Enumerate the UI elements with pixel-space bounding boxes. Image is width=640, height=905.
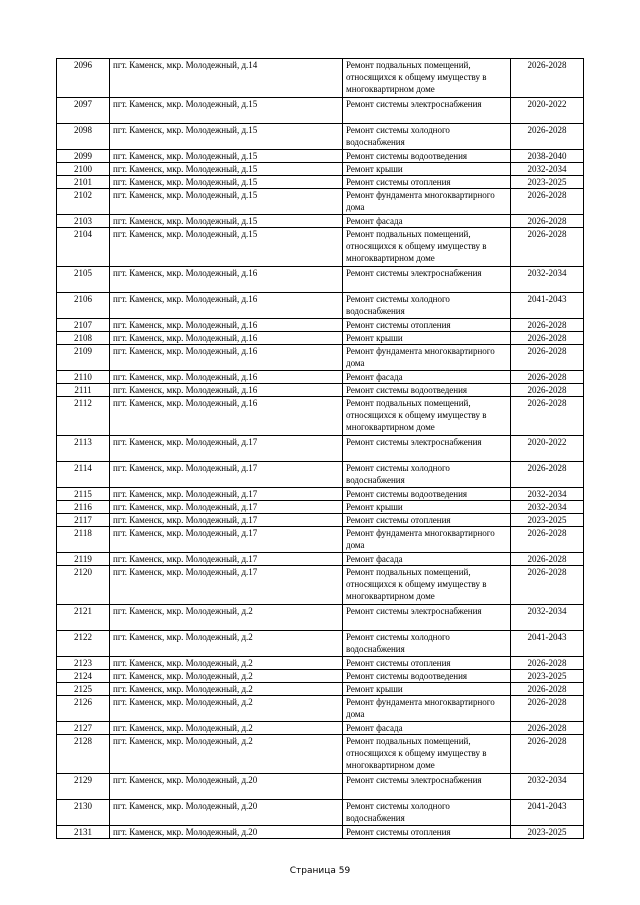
- address-cell: пгт. Каменск, мкр. Молодежный, д.16: [110, 371, 343, 384]
- work-type-cell: Ремонт фасада: [343, 215, 511, 228]
- table-row: [57, 163, 584, 176]
- work-type-cell: Ремонт системы водоотведения: [343, 384, 511, 397]
- address-cell: пгт. Каменск, мкр. Молодежный, д.16: [110, 397, 343, 436]
- period-cell: 2023-2025: [511, 514, 584, 527]
- work-type-cell: Ремонт фундамента многоквартирного дома: [343, 189, 511, 215]
- period-cell: 2026-2028: [511, 553, 584, 566]
- address-cell: пгт. Каменск, мкр. Молодежный, д.17: [110, 488, 343, 501]
- row-number-cell: 2116: [57, 501, 110, 514]
- period-cell: 2026-2028: [511, 397, 584, 436]
- period-cell: 2026-2028: [511, 124, 584, 150]
- period-cell: 2026-2028: [511, 332, 584, 345]
- work-type-cell: Ремонт системы электроснабжения: [343, 774, 511, 800]
- period-cell: 2026-2028: [511, 462, 584, 488]
- address-cell: пгт. Каменск, мкр. Молодежный, д.15: [110, 176, 343, 189]
- period-cell: 2023-2025: [511, 176, 584, 189]
- row-number-cell: 2106: [57, 293, 110, 319]
- period-cell: 2026-2028: [511, 683, 584, 696]
- period-cell: 2032-2034: [511, 774, 584, 800]
- row-number-cell: 2130: [57, 800, 110, 826]
- address-cell: пгт. Каменск, мкр. Молодежный, д.16: [110, 332, 343, 345]
- work-type-cell: Ремонт системы электроснабжения: [343, 267, 511, 293]
- period-cell: 2032-2034: [511, 501, 584, 514]
- work-type-cell: Ремонт крыши: [343, 163, 511, 176]
- period-cell: 2026-2028: [511, 228, 584, 267]
- row-number-cell: 2125: [57, 683, 110, 696]
- table-row: [57, 267, 584, 293]
- period-cell: 2026-2028: [511, 345, 584, 371]
- repair-schedule-table: [56, 58, 584, 839]
- address-cell: пгт. Каменск, мкр. Молодежный, д.2: [110, 670, 343, 683]
- address-cell: пгт. Каменск, мкр. Молодежный, д.15: [110, 228, 343, 267]
- table-body: [57, 59, 584, 839]
- address-cell: пгт. Каменск, мкр. Молодежный, д.2: [110, 657, 343, 670]
- table-row: [57, 657, 584, 670]
- work-type-cell: Ремонт фасада: [343, 371, 511, 384]
- work-type-cell: Ремонт крыши: [343, 332, 511, 345]
- table-row: [57, 215, 584, 228]
- row-number-cell: 2100: [57, 163, 110, 176]
- work-type-cell: Ремонт крыши: [343, 683, 511, 696]
- row-number-cell: 2115: [57, 488, 110, 501]
- table-row: [57, 98, 584, 124]
- address-cell: пгт. Каменск, мкр. Молодежный, д.2: [110, 631, 343, 657]
- address-cell: пгт. Каменск, мкр. Молодежный, д.16: [110, 384, 343, 397]
- period-cell: 2026-2028: [511, 319, 584, 332]
- row-number-cell: 2110: [57, 371, 110, 384]
- address-cell: пгт. Каменск, мкр. Молодежный, д.2: [110, 605, 343, 631]
- table-row: [57, 59, 584, 98]
- row-number-cell: 2104: [57, 228, 110, 267]
- address-cell: пгт. Каменск, мкр. Молодежный, д.16: [110, 293, 343, 319]
- period-cell: 2032-2034: [511, 267, 584, 293]
- table-row: [57, 384, 584, 397]
- row-number-cell: 2129: [57, 774, 110, 800]
- row-number-cell: 2131: [57, 826, 110, 839]
- work-type-cell: Ремонт подвальных помещений, относящихся к общему имуществу в многоквартирном доме: [343, 566, 511, 605]
- address-cell: пгт. Каменск, мкр. Молодежный, д.15: [110, 124, 343, 150]
- row-number-cell: 2122: [57, 631, 110, 657]
- work-type-cell: Ремонт системы водоотведения: [343, 150, 511, 163]
- address-cell: пгт. Каменск, мкр. Молодежный, д.2: [110, 722, 343, 735]
- row-number-cell: 2099: [57, 150, 110, 163]
- row-number-cell: 2111: [57, 384, 110, 397]
- row-number-cell: 2126: [57, 696, 110, 722]
- address-cell: пгт. Каменск, мкр. Молодежный, д.2: [110, 683, 343, 696]
- period-cell: 2026-2028: [511, 59, 584, 98]
- work-type-cell: Ремонт системы водоотведения: [343, 488, 511, 501]
- work-type-cell: Ремонт системы холодного водоснабжения: [343, 631, 511, 657]
- period-cell: 2026-2028: [511, 566, 584, 605]
- row-number-cell: 2102: [57, 189, 110, 215]
- address-cell: пгт. Каменск, мкр. Молодежный, д.20: [110, 826, 343, 839]
- row-number-cell: 2098: [57, 124, 110, 150]
- address-cell: пгт. Каменск, мкр. Молодежный, д.14: [110, 59, 343, 98]
- period-cell: 2032-2034: [511, 488, 584, 501]
- address-cell: пгт. Каменск, мкр. Молодежный, д.17: [110, 527, 343, 553]
- period-cell: 2026-2028: [511, 657, 584, 670]
- row-number-cell: 2123: [57, 657, 110, 670]
- period-cell: 2041-2043: [511, 631, 584, 657]
- address-cell: пгт. Каменск, мкр. Молодежный, д.17: [110, 462, 343, 488]
- work-type-cell: Ремонт системы отопления: [343, 657, 511, 670]
- address-cell: пгт. Каменск, мкр. Молодежный, д.16: [110, 345, 343, 371]
- table-row: [57, 345, 584, 371]
- address-cell: пгт. Каменск, мкр. Молодежный, д.2: [110, 696, 343, 722]
- row-number-cell: 2096: [57, 59, 110, 98]
- table-row: [57, 189, 584, 215]
- period-cell: 2041-2043: [511, 293, 584, 319]
- table-row: [57, 735, 584, 774]
- work-type-cell: Ремонт системы водоотведения: [343, 670, 511, 683]
- row-number-cell: 2124: [57, 670, 110, 683]
- work-type-cell: Ремонт системы отопления: [343, 319, 511, 332]
- address-cell: пгт. Каменск, мкр. Молодежный, д.15: [110, 150, 343, 163]
- address-cell: пгт. Каменск, мкр. Молодежный, д.15: [110, 98, 343, 124]
- table-row: [57, 371, 584, 384]
- work-type-cell: Ремонт подвальных помещений, относящихся к общему имуществу в многоквартирном доме: [343, 735, 511, 774]
- work-type-cell: Ремонт системы отопления: [343, 826, 511, 839]
- row-number-cell: 2127: [57, 722, 110, 735]
- address-cell: пгт. Каменск, мкр. Молодежный, д.15: [110, 215, 343, 228]
- address-cell: пгт. Каменск, мкр. Молодежный, д.15: [110, 189, 343, 215]
- row-number-cell: 2097: [57, 98, 110, 124]
- row-number-cell: 2117: [57, 514, 110, 527]
- table-row: [57, 605, 584, 631]
- address-cell: пгт. Каменск, мкр. Молодежный, д.2: [110, 735, 343, 774]
- address-cell: пгт. Каменск, мкр. Молодежный, д.20: [110, 800, 343, 826]
- period-cell: 2026-2028: [511, 189, 584, 215]
- address-cell: пгт. Каменск, мкр. Молодежный, д.20: [110, 774, 343, 800]
- work-type-cell: Ремонт системы холодного водоснабжения: [343, 462, 511, 488]
- address-cell: пгт. Каменск, мкр. Молодежный, д.17: [110, 514, 343, 527]
- period-cell: 2023-2025: [511, 670, 584, 683]
- work-type-cell: Ремонт системы электроснабжения: [343, 98, 511, 124]
- table-row: [57, 332, 584, 345]
- work-type-cell: Ремонт системы отопления: [343, 176, 511, 189]
- work-type-cell: Ремонт подвальных помещений, относящихся к общему имуществу в многоквартирном доме: [343, 397, 511, 436]
- table-row: [57, 722, 584, 735]
- table-row: [57, 176, 584, 189]
- period-cell: 2026-2028: [511, 384, 584, 397]
- address-cell: пгт. Каменск, мкр. Молодежный, д.17: [110, 553, 343, 566]
- work-type-cell: Ремонт фундамента многоквартирного дома: [343, 527, 511, 553]
- table-row: [57, 527, 584, 553]
- table-row: [57, 436, 584, 462]
- period-cell: 2032-2034: [511, 163, 584, 176]
- row-number-cell: 2103: [57, 215, 110, 228]
- row-number-cell: 2108: [57, 332, 110, 345]
- row-number-cell: 2119: [57, 553, 110, 566]
- period-cell: 2026-2028: [511, 722, 584, 735]
- table-row: [57, 553, 584, 566]
- table-row: [57, 800, 584, 826]
- work-type-cell: Ремонт системы холодного водоснабжения: [343, 124, 511, 150]
- work-type-cell: Ремонт подвальных помещений, относящихся к общему имуществу в многоквартирном доме: [343, 228, 511, 267]
- work-type-cell: Ремонт системы электроснабжения: [343, 605, 511, 631]
- page-number: Страница 59: [289, 866, 351, 876]
- work-type-cell: Ремонт фундамента многоквартирного дома: [343, 696, 511, 722]
- table-row: [57, 826, 584, 839]
- table-row: [57, 631, 584, 657]
- row-number-cell: 2101: [57, 176, 110, 189]
- address-cell: пгт. Каменск, мкр. Молодежный, д.17: [110, 501, 343, 514]
- period-cell: 2026-2028: [511, 527, 584, 553]
- period-cell: 2026-2028: [511, 735, 584, 774]
- row-number-cell: 2105: [57, 267, 110, 293]
- address-cell: пгт. Каменск, мкр. Молодежный, д.17: [110, 566, 343, 605]
- table-row: [57, 124, 584, 150]
- work-type-cell: Ремонт крыши: [343, 501, 511, 514]
- period-cell: 2032-2034: [511, 605, 584, 631]
- row-number-cell: 2112: [57, 397, 110, 436]
- table-row: [57, 488, 584, 501]
- table-row: [57, 514, 584, 527]
- table-row: [57, 150, 584, 163]
- period-cell: 2020-2022: [511, 98, 584, 124]
- document-page: [56, 58, 583, 839]
- row-number-cell: 2107: [57, 319, 110, 332]
- work-type-cell: Ремонт фундамента многоквартирного дома: [343, 345, 511, 371]
- address-cell: пгт. Каменск, мкр. Молодежный, д.16: [110, 267, 343, 293]
- row-number-cell: 2113: [57, 436, 110, 462]
- period-cell: 2026-2028: [511, 696, 584, 722]
- work-type-cell: Ремонт системы холодного водоснабжения: [343, 293, 511, 319]
- address-cell: пгт. Каменск, мкр. Молодежный, д.15: [110, 163, 343, 176]
- row-number-cell: 2109: [57, 345, 110, 371]
- table-row: [57, 501, 584, 514]
- period-cell: 2026-2028: [511, 215, 584, 228]
- period-cell: 2041-2043: [511, 800, 584, 826]
- table-row: [57, 319, 584, 332]
- row-number-cell: 2120: [57, 566, 110, 605]
- table-row: [57, 670, 584, 683]
- work-type-cell: Ремонт подвальных помещений, относящихся к общему имуществу в многоквартирном доме: [343, 59, 511, 98]
- table-row: [57, 683, 584, 696]
- table-row: [57, 293, 584, 319]
- table-row: [57, 228, 584, 267]
- work-type-cell: Ремонт системы электроснабжения: [343, 436, 511, 462]
- period-cell: 2023-2025: [511, 826, 584, 839]
- work-type-cell: Ремонт фасада: [343, 553, 511, 566]
- table-row: [57, 566, 584, 605]
- table-row: [57, 397, 584, 436]
- work-type-cell: Ремонт фасада: [343, 722, 511, 735]
- row-number-cell: 2128: [57, 735, 110, 774]
- period-cell: 2038-2040: [511, 150, 584, 163]
- table-row: [57, 696, 584, 722]
- row-number-cell: 2121: [57, 605, 110, 631]
- table-row: [57, 462, 584, 488]
- period-cell: 2020-2022: [511, 436, 584, 462]
- row-number-cell: 2114: [57, 462, 110, 488]
- period-cell: 2026-2028: [511, 371, 584, 384]
- address-cell: пгт. Каменск, мкр. Молодежный, д.16: [110, 319, 343, 332]
- row-number-cell: 2118: [57, 527, 110, 553]
- address-cell: пгт. Каменск, мкр. Молодежный, д.17: [110, 436, 343, 462]
- table-row: [57, 774, 584, 800]
- work-type-cell: Ремонт системы отопления: [343, 514, 511, 527]
- work-type-cell: Ремонт системы холодного водоснабжения: [343, 800, 511, 826]
